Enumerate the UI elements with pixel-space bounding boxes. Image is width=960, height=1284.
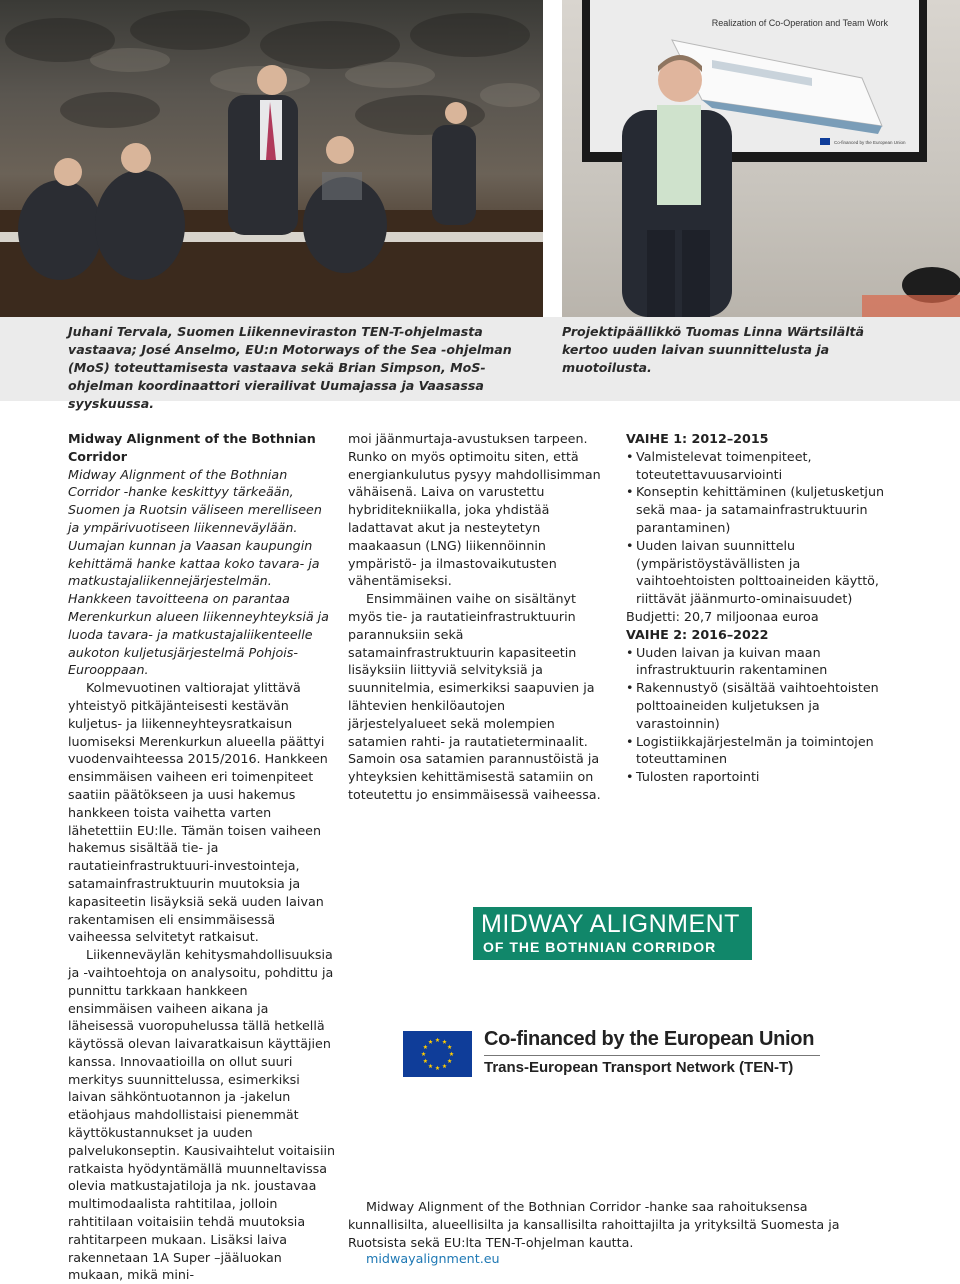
list-item: • Rakennustyö (sisältää vaihtoehtoisten polttoaineiden kuljetuksen ja varastoinnin) xyxy=(626,679,896,732)
eu-flag-icon xyxy=(403,1031,472,1077)
list-item: • Valmistelevat toimenpiteet, toteutettavuusarviointi xyxy=(626,448,896,484)
article-paragraph-1: Kolmevuotinen valtiorajat ylittävä yhteistyö pitkäjänteisesti kestävän kuljetus- ja liikenneyhteysratkaisun luomiseksi Merenkurkun alueella päättyi vuodenvaihteessa 2015/2016. Hankkeen ensimmäisen vaiheen eri toimenpiteet saatiin päätökseen ja uusi hakemus hankkeen toista vaihetta varten lähetettiin EU:lle. Tämän toisen vaiheen hakemus sisältää tie- ja rautatieinfrastruktuuri-investointeja, satamainfrastruktuurin muutoksia ja kapasiteetin lisäyksiä sekä uuden laivan rakentamisen eli ensimmäisessä vaiheessa selvitetyt ratkaisut. xyxy=(68,680,328,945)
eu-star xyxy=(435,1038,440,1042)
eu-star xyxy=(421,1052,426,1056)
article-lead: Midway Alignment of the Bothnian Corridor -hanke keskittyy tärkeään, Suomen ja Ruotsin väliseen merelliseen ja ympärivuotiseen liikenneväylään. Uumajan kunnan ja Vaasan kaupungin kehittämä hanke kattaa koko tavara- ja matkustajaliikennejärjestelmän. Hankkeen tavoitteena on parantaa Merenkurkun alueen liikenneyhteyksiä ja luoda tavara- ja matkustajaliikenteelle aukoton kuljetusjärjestelmä Pohjois-Eurooppaan. xyxy=(68,466,329,678)
midway-logo-line-2: OF THE BOTHNIAN CORRIDOR xyxy=(483,939,717,955)
article-paragraph-2-continued: moi jäänmurtaja-avustuksen tarpeen. Runko on myös optimoitu siten, että energiankulutus pysyy mahdollisimman vähäisenä. Laiva on varustettu hybriditekniikalla, joka yhdistää ladattavat akut ja nesteytetyn maakaasun (LNG) liikennöinnin ympäristö- ja ilmastovaikutusten vähentämiseksi. xyxy=(348,431,601,589)
phase-1-budget: Budjetti: 20,7 miljoonaa euroa xyxy=(626,608,819,624)
slide-title: Realization of Co-Operation and Team Work xyxy=(711,18,888,28)
eu-star xyxy=(423,1059,428,1063)
slide-footer: Co-financed by the European Union xyxy=(834,140,906,145)
article-column-2 xyxy=(348,430,606,804)
eu-star xyxy=(428,1064,433,1068)
list-item: • Konseptin kehittäminen (kuljetusketjun sekä maa- ja satamainfrastruktuurin parantaminen) xyxy=(626,483,896,536)
photo-caption-left: Juhani Tervala, Suomen Liikenneviraston TEN-T-ohjelmasta vastaava; José Anselmo, EU:n Motorways of the Sea -ohjelman (MoS) toteuttamisesta vastaava sekä Brian Simpson, MoS-ohjelman koordinaattori vierailivat Uumajassa ja Vaasassa syyskuussa. xyxy=(68,324,512,411)
list-item: • Tulosten raportointi xyxy=(626,768,896,786)
phase-1-list xyxy=(626,448,896,608)
article-paragraph-3: Ensimmäinen vaihe on sisältänyt myös tie- ja rautatieinfrastruktuurin parannuksiin sekä satamainfrastruktuurin kapasiteetin lisäyksiin liittyviä selvityksiä ja suunnitelmia, esimerkiksi saapuvien ja lähtevien henkilöautojen järjestelyalueet sekä molempien satamien rahti- ja rautatieterminaalit. Samoin osa satamien parannustöistä ja yhteyksien kehittämisestä satamiin on toteutettu jo ensimmäisessä vaiheessa. xyxy=(348,591,601,802)
article-paragraph-2: Liikenneväylän kehitysmahdollisuuksia ja -vaihtoehtoja on analysoitu, pohdittu ja punnittu tarkkaan hankkeen ensimmäisen vaiheen aikana ja läheisessä vuoropuhelussa tällä hetkellä käytössä olevan laivaratkaisun käyttäjien kanssa. Innovaatioilla on ollut suuri merkitys suunnittelussa, esimerkiksi laivan sähköntuotannon ja -jakelun etäohjaus mahdollistaisi pienemmät käyttökustannukset ja uuden palvelukonseptin. Kausivaihtelut voitaisiin ratkaista hyödyntämällä muunneltavissa olevia matkustajatiloja ja nk. joustavaa multimodaalista rahtitilaa, jolloin rahtitilaan voitaisiin tehdä muutoksia rahtitarpeen mukaan. Lisäksi laiva rakennetaan 1A Super –jääluokan mukaan, mikä mini- xyxy=(68,947,336,1283)
presentation-photo xyxy=(562,0,960,317)
phase-2-title: VAIHE 2: 2016–2022 xyxy=(626,626,769,642)
phase-2-list xyxy=(626,644,896,786)
article-column-1 xyxy=(68,430,336,1284)
eu-star xyxy=(428,1039,433,1043)
list-item: • Uuden laivan ja kuivan maan infrastruktuurin rakentaminen xyxy=(626,644,896,680)
meeting-photo xyxy=(0,0,543,317)
article-heading: Midway Alignment of the Bothnian Corridor xyxy=(68,431,316,464)
eu-stars-icon xyxy=(403,1031,472,1077)
eu-ten-t-text: Trans-European Transport Network (TEN-T) xyxy=(484,1059,794,1076)
midway-alignment-logo xyxy=(473,907,752,960)
eu-cofinanced-text: Co-financed by the European Union xyxy=(484,1028,815,1050)
midway-logo-line-1: MIDWAY ALIGNMENT xyxy=(481,910,740,938)
phase-1-title: VAIHE 1: 2012–2015 xyxy=(626,431,769,446)
eu-logo-divider xyxy=(484,1055,820,1056)
list-item: • Uuden laivan suunnittelu (ympäristöystävällisten ja vaihtoehtoisten polttoaineiden käyttö, riittävät jäänmurto-ominaisuudet) xyxy=(626,537,896,608)
eu-star xyxy=(423,1045,428,1049)
list-item: • Logistiikkajärjestelmän ja toimintojen toteuttaminen xyxy=(626,733,896,769)
eu-star xyxy=(442,1064,447,1068)
photo-caption-right: Projektipäällikkö Tuomas Linna Wärtsilältä kertoo uuden laivan suunnittelusta ja muotoilusta. xyxy=(562,324,865,375)
website-link[interactable]: midwayalignment.eu xyxy=(366,1251,500,1266)
phases-column xyxy=(626,430,896,786)
presentation-photo-illustration xyxy=(562,0,960,317)
eu-star xyxy=(447,1059,452,1063)
eu-star xyxy=(449,1052,454,1056)
eu-star xyxy=(435,1066,440,1070)
eu-star xyxy=(442,1039,447,1043)
meeting-photo-illustration xyxy=(0,0,543,317)
eu-star xyxy=(447,1045,452,1049)
funding-note: Midway Alignment of the Bothnian Corridor -hanke saa rahoituksensa kunnallisilta, alueellisilta ja kansallisilta rahoittajilta ja yrityksiltä Suomesta ja Ruotsista sekä EU:lta TEN-T-ohjelman kautta. xyxy=(348,1199,840,1250)
